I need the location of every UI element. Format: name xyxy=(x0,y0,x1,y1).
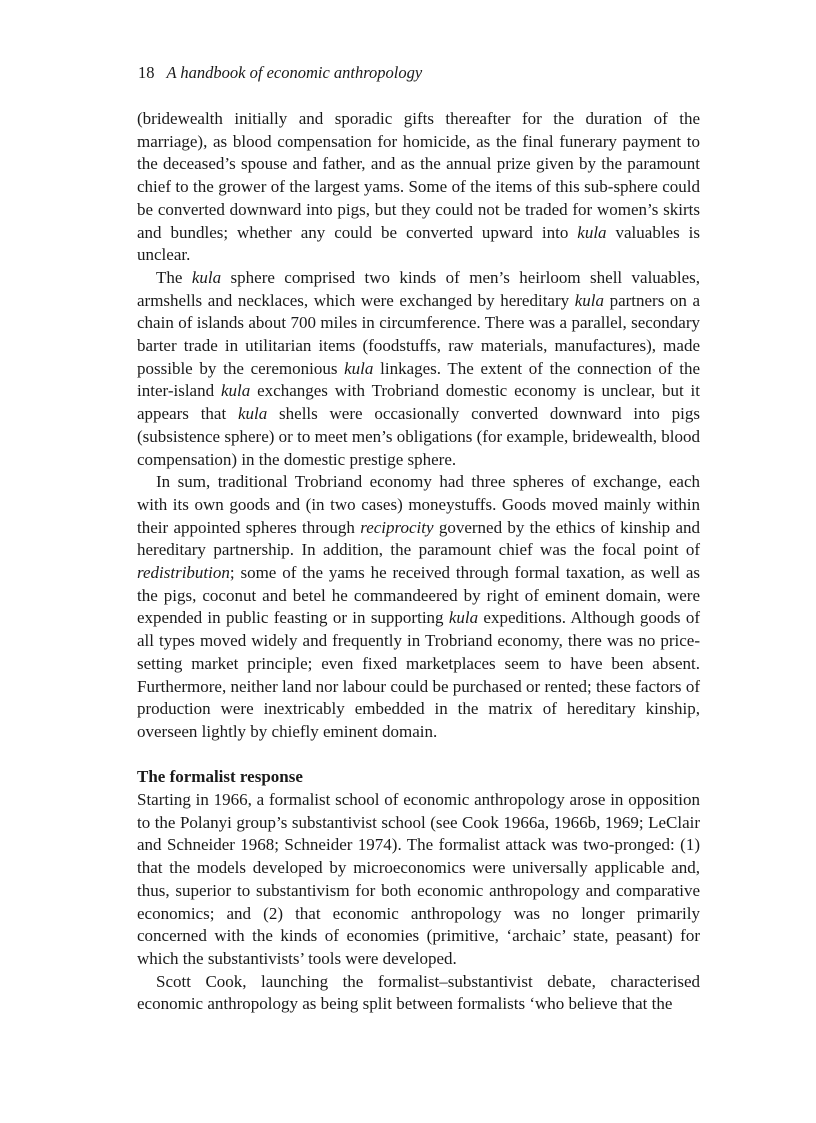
kula-term: kula xyxy=(237,404,268,424)
kula-term: kula xyxy=(191,267,222,287)
book-title: A handbook of economic anthropology xyxy=(166,63,423,82)
paragraph-in-sum: In sum, traditional Trobriand economy had three spheres of exchange, each with its own goods and (in two cases) moneystuffs. Goods moved mainly within their appointed spheres through reciprocity governed by the ethics of kinship and hereditary partnership. In addition, the paramount chief was the focal point of redistribution; some of the yams he received through formal taxation, as well as the pigs, coconut and betel he commandeered by right of eminent domain, were expended in public feasting or in supporting kula expeditions. Although goods of all types moved widely and frequently in Trobriand economy, there was no price-setting market principle; even fixed marketplaces seem to have been absent. Furthermore, neither land nor labour could be purchased or rented; these factors of production were inextricably embedded in the matrix of hereditary kinship, overseen lightly by chiefly eminent domain. xyxy=(137,472,701,741)
reciprocity-term: reciprocity xyxy=(360,517,434,537)
kula-term: kula xyxy=(220,381,251,401)
redistribution-term: redistribution xyxy=(137,563,230,583)
paragraph-kula-sphere: The kula sphere comprised two kinds of men’s heirloom shell valuables, armshells and necklaces, which were exchanged by hereditary kula partners on a chain of islands about 700 miles in circumference. There was a parallel, secondary barter trade in utilitarian items (foodstuffs, raw materials, manufactures), made possible by the ceremonious kula linkages. The extent of the connection of the inter-island kula exchanges with Trobriand domestic economy is unclear, but it appears that kula shells were occasionally converted downward into pigs (subsistence sphere) or to meet men’s obligations (for example, bridewealth, blood compensation) in the domestic prestige sphere. xyxy=(137,267,701,469)
kula-term: kula xyxy=(577,222,607,242)
page-number: 18 xyxy=(138,63,155,82)
running-head xyxy=(138,62,422,84)
paragraph-cook: Scott Cook, launching the formalist–substantivist debate, characterised economic anthropology as being split between formalists ‘who believe that the xyxy=(137,971,700,1014)
kula-term: kula xyxy=(344,358,374,378)
section-heading: The formalist response xyxy=(137,767,303,787)
kula-term: kula xyxy=(448,608,479,628)
body-text xyxy=(137,108,700,1016)
paragraph-formalist: Starting in 1966, a formalist school of economic anthropology arose in opposition to the Polanyi group’s substantivist school (see Cook 1966a, 1966b, 1969; LeClair and Schneider 1968; Schneider 1974). The formalist attack was two-pronged: (1) that the models developed by microeconomics were universally applicable and, thus, superior to substantivism for both economic anthropology and comparative economics; and (2) that economic anthropology was no longer primarily concerned with the kinds of economies (primitive, ‘archaic’ state, peasant) for which the substantivists’ tools were developed. xyxy=(137,790,700,968)
paragraph-continuation: (bridewealth initially and sporadic gifts thereafter for the duration of the marriage), as blood compensation for homicide, as the final funerary payment to the deceased’s spouse and father, and as the annual prize given by the paramount chief to the grower of the largest yams. Some of the items of this sub-sphere could be converted downward into pigs, but they could not be traded for women’s skirts and bundles; whether any could be converted upward into kula valuables is unclear. xyxy=(137,109,701,265)
kula-term: kula xyxy=(574,290,604,310)
